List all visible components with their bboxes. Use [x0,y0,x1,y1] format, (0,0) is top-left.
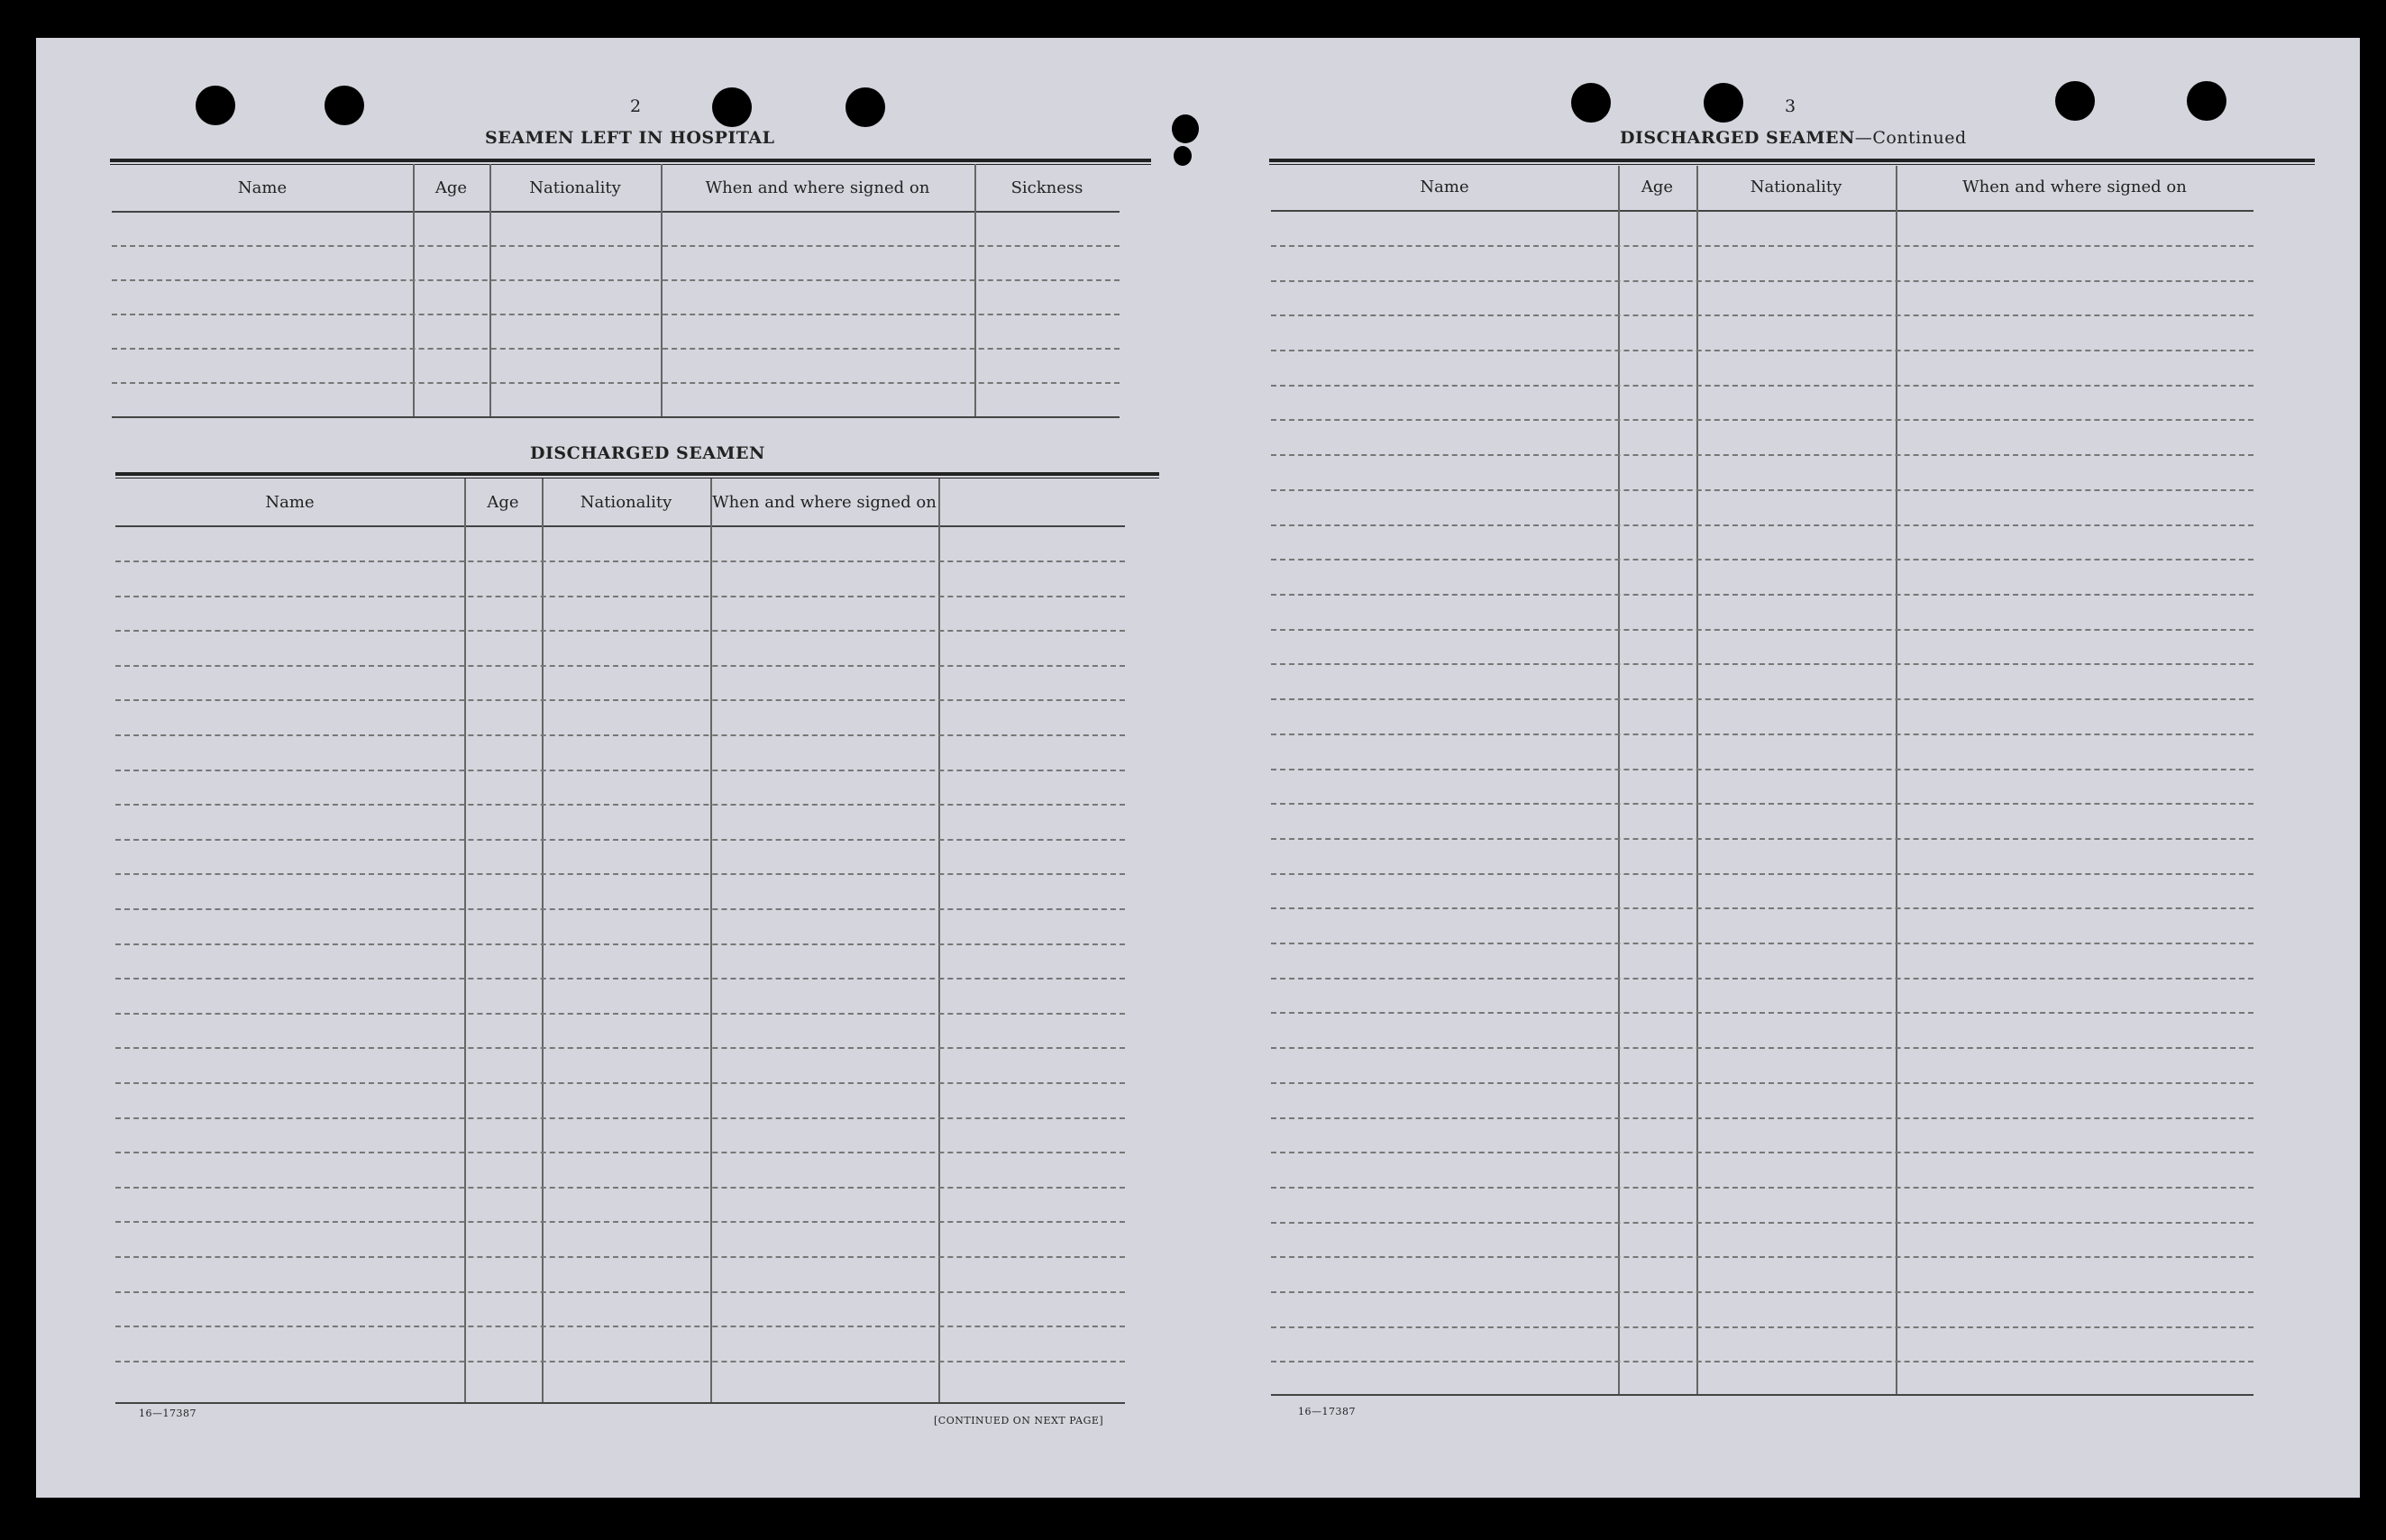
table-row [1271,1361,2253,1362]
header-underline [112,211,1120,213]
table-row [1271,280,2253,282]
table-row [1271,1152,2253,1153]
table-row [115,1013,1125,1015]
header-rule [110,164,1151,165]
header-rule [1269,159,2315,162]
table-row [1271,489,2253,491]
title-continued: —Continued [1854,128,1967,148]
table-row [115,560,1125,562]
table-row [115,839,1125,841]
table-row [1271,698,2253,700]
table-bottom-rule [112,416,1120,418]
table-row [1271,245,2253,247]
column-header: Name [1420,178,1469,196]
punch-hole [325,86,364,125]
form-sheet [36,38,2360,1498]
table-row [1271,629,2253,631]
table-row [1271,1326,2253,1328]
table-row [1271,559,2253,560]
column-header: Sickness [1010,178,1083,197]
column-header: Nationality [1750,178,1842,196]
section-title-discharged-continued [1620,128,1967,148]
punch-hole [846,87,885,127]
table-row [112,245,1120,247]
table-row [115,804,1125,806]
table-row [115,1326,1125,1327]
column-divider [938,478,940,1402]
table-row [115,1187,1125,1189]
column-divider [710,478,712,1402]
column-divider [974,164,976,416]
column-divider [489,164,491,416]
table-row [115,1256,1125,1258]
table-row [115,699,1125,701]
table-row [1271,907,2253,909]
table-row [115,1221,1125,1223]
table-row [115,596,1125,597]
table-row [1271,350,2253,351]
column-divider [413,164,415,416]
continued-note: [CONTINUED ON NEXT PAGE] [934,1415,1104,1426]
page-number: 2 [629,96,642,116]
table-row [112,348,1120,350]
binding-hole [1172,114,1199,143]
table-row [115,978,1125,980]
table-row [1271,1117,2253,1119]
table-row [1271,769,2253,770]
column-header: When and where signed on [712,493,937,512]
column-header: Nationality [580,493,672,512]
column-header: When and where signed on [1962,178,2187,196]
table-bottom-rule [1271,1394,2253,1396]
page-number: 3 [1784,96,1796,116]
header-rule [115,472,1159,476]
table-bottom-rule [115,1402,1125,1404]
punch-hole [2187,81,2226,121]
column-header: Age [1641,178,1674,196]
table-row [1271,314,2253,316]
table-row [115,1047,1125,1049]
table-row [112,279,1120,281]
header-underline [115,525,1125,527]
form-number: 16—17387 [139,1408,197,1419]
header-underline [1271,210,2253,212]
table-row [115,1082,1125,1084]
punch-hole [712,87,752,127]
table-row [1271,1012,2253,1014]
column-header: Name [265,493,315,512]
table-row [115,1117,1125,1119]
column-header: Age [434,178,468,197]
table-row [1271,454,2253,456]
column-header: Nationality [529,178,621,197]
table-row [115,665,1125,667]
section-title-hospital: SEAMEN LEFT IN HOSPITAL [485,128,775,148]
column-divider [661,164,663,416]
form-number: 16—17387 [1298,1406,1356,1417]
title-main: DISCHARGED SEAMEN [1620,128,1855,148]
punch-hole [1571,83,1611,123]
table-row [115,908,1125,910]
table-row [1271,803,2253,805]
column-header: Age [487,493,519,512]
table-row [115,1291,1125,1293]
table-row [115,943,1125,945]
column-header: When and where signed on [705,178,930,197]
table-row [1271,524,2253,526]
table-row [1271,594,2253,596]
column-header: Name [237,178,288,197]
table-row [115,1361,1125,1362]
table-row [1271,978,2253,980]
punch-hole [1704,83,1743,123]
binding-hole [1174,146,1192,166]
table-row [112,382,1120,384]
table-row [1271,1256,2253,1258]
table-row [1271,1291,2253,1293]
column-divider [542,478,544,1402]
table-row [1271,734,2253,735]
table-row [1271,1222,2253,1224]
table-row [1271,873,2253,875]
table-row [115,873,1125,875]
table-row [115,1152,1125,1153]
table-row [1271,1082,2253,1084]
column-divider [464,478,466,1402]
punch-hole [2055,81,2095,121]
table-row [115,734,1125,736]
table-row [112,314,1120,315]
table-row [1271,663,2253,665]
header-rule [110,159,1151,162]
table-row [115,630,1125,632]
table-row [1271,385,2253,387]
header-rule [1269,164,2315,165]
table-row [1271,1047,2253,1049]
section-title-discharged: DISCHARGED SEAMEN [530,443,765,463]
table-row [115,770,1125,771]
table-row [1271,838,2253,840]
table-row [1271,419,2253,421]
punch-hole [196,86,235,125]
table-row [1271,943,2253,944]
table-row [1271,1187,2253,1189]
